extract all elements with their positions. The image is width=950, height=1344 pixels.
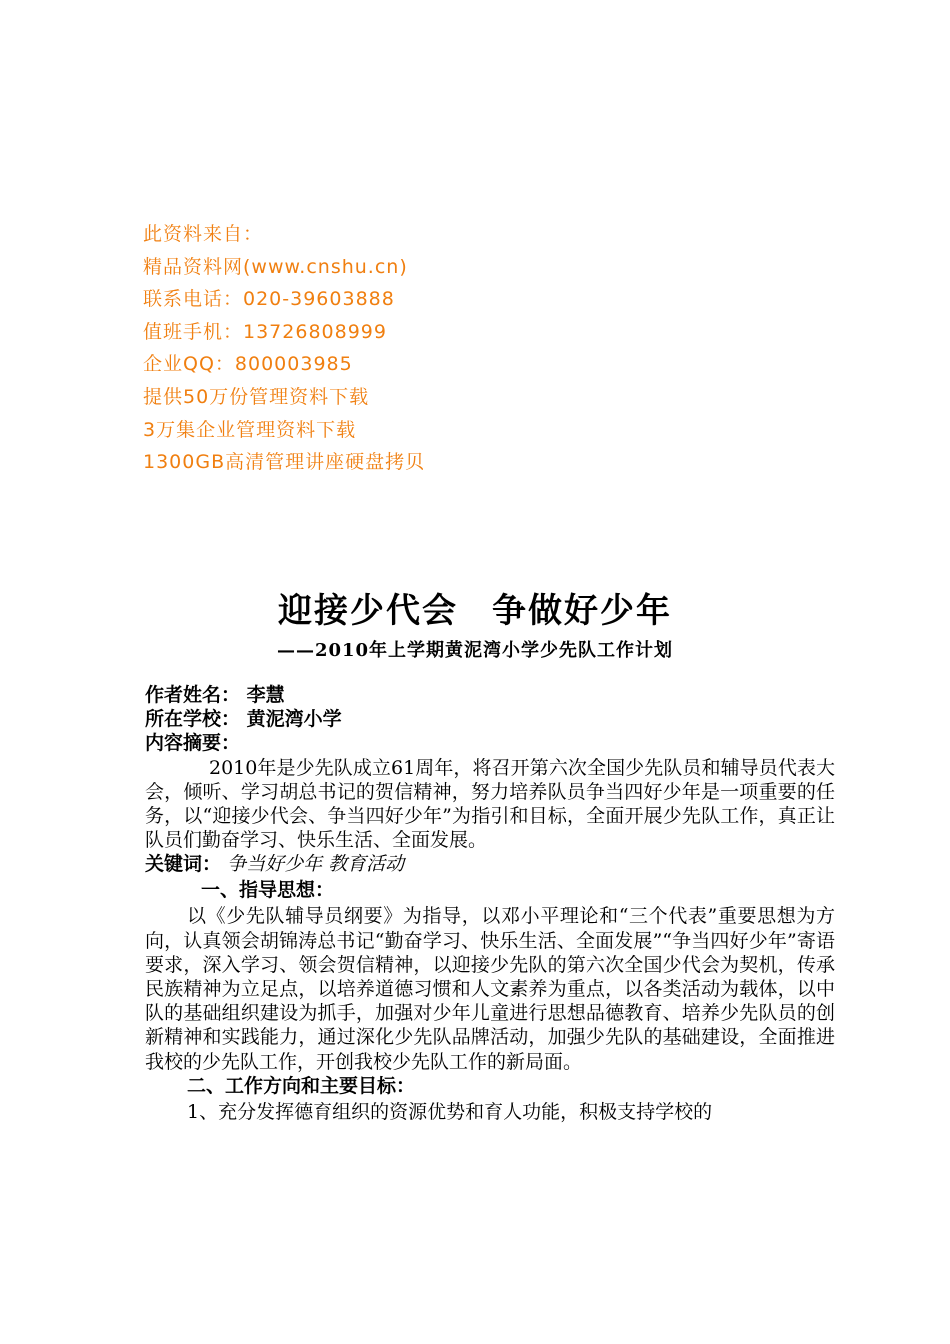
document-title-part: 争做好少年 bbox=[492, 591, 672, 631]
source-qq-line: 企业QQ：800003985 bbox=[143, 353, 353, 376]
goals-item-1: 1、充分发挥德育组织的资源优势和育人功能，积极支持学校的 bbox=[187, 1100, 713, 1123]
document-body bbox=[145, 683, 835, 1124]
source-website-line: 精品资料网(www.cnshu.cn) bbox=[143, 255, 408, 278]
document-subtitle: ——2010年上学期黄泥湾小学少先队工作计划 bbox=[276, 640, 674, 661]
source-mobile-line: 值班手机：13726808999 bbox=[143, 320, 387, 343]
section-heading-guiding-thought: 一、指导思想： bbox=[201, 879, 335, 902]
document-title-part: 迎接少代会 bbox=[278, 591, 458, 631]
abstract-paragraph: 2010年是少先队成立61周年，将召开第六次全国少先队员和辅导员代表大会，倾听、学习胡总书记的贺信精神，努力培养队员争当四好少年是一项重要的任务，以“迎接少代会、争当四好少年”为指引和目标，全面开展少先队工作，真正让队员们勤奋学习、快乐生活、全面发展。 bbox=[145, 756, 835, 852]
keywords-line bbox=[145, 852, 835, 878]
school-line: 所在学校： 黄泥湾小学 bbox=[145, 708, 342, 731]
keywords-label: 关键词： bbox=[145, 853, 222, 876]
document-title bbox=[0, 583, 950, 632]
guiding-thought-paragraph: 以《少先队辅导员纲要》为指导，以邓小平理论和“三个代表”重要思想为方向，认真领会胡锦涛总书记“勤奋学习、快乐生活、全面发展”“争当四好少年”寄语要求，深入学习、领会贺信精神，以迎接少先队的第六次全国少代会为契机，传承民族精神为立足点，以培养道德习惯和人文素养为重点，以各类活动为载体，以中队的基础组织建设为抓手，加强对少年儿童进行思想品德教育、培养少先队员的创新精神和实践能力，通过深化少先队品牌活动，加强少先队的基础建设，全面推进我校的少先队工作，开创我校少先队工作的新局面。 bbox=[145, 905, 835, 1073]
abstract-label: 内容摘要： bbox=[145, 732, 241, 755]
keywords-text: 争当好少年 教育活动 bbox=[227, 853, 405, 876]
source-phone-line: 联系电话：020-39603888 bbox=[143, 288, 395, 311]
section-heading-goals: 二、工作方向和主要目标： bbox=[187, 1074, 416, 1097]
source-info-block bbox=[143, 218, 425, 479]
source-offer-line: 提供50万份管理资料下载 bbox=[143, 385, 370, 408]
source-info-line: 此资料来自： bbox=[143, 223, 264, 245]
author-line: 作者姓名： 李慧 bbox=[145, 684, 285, 706]
source-offer-line: 1300GB高清管理讲座硬盘拷贝 bbox=[143, 451, 426, 474]
source-offer-line: 3万集企业管理资料下载 bbox=[143, 418, 357, 441]
